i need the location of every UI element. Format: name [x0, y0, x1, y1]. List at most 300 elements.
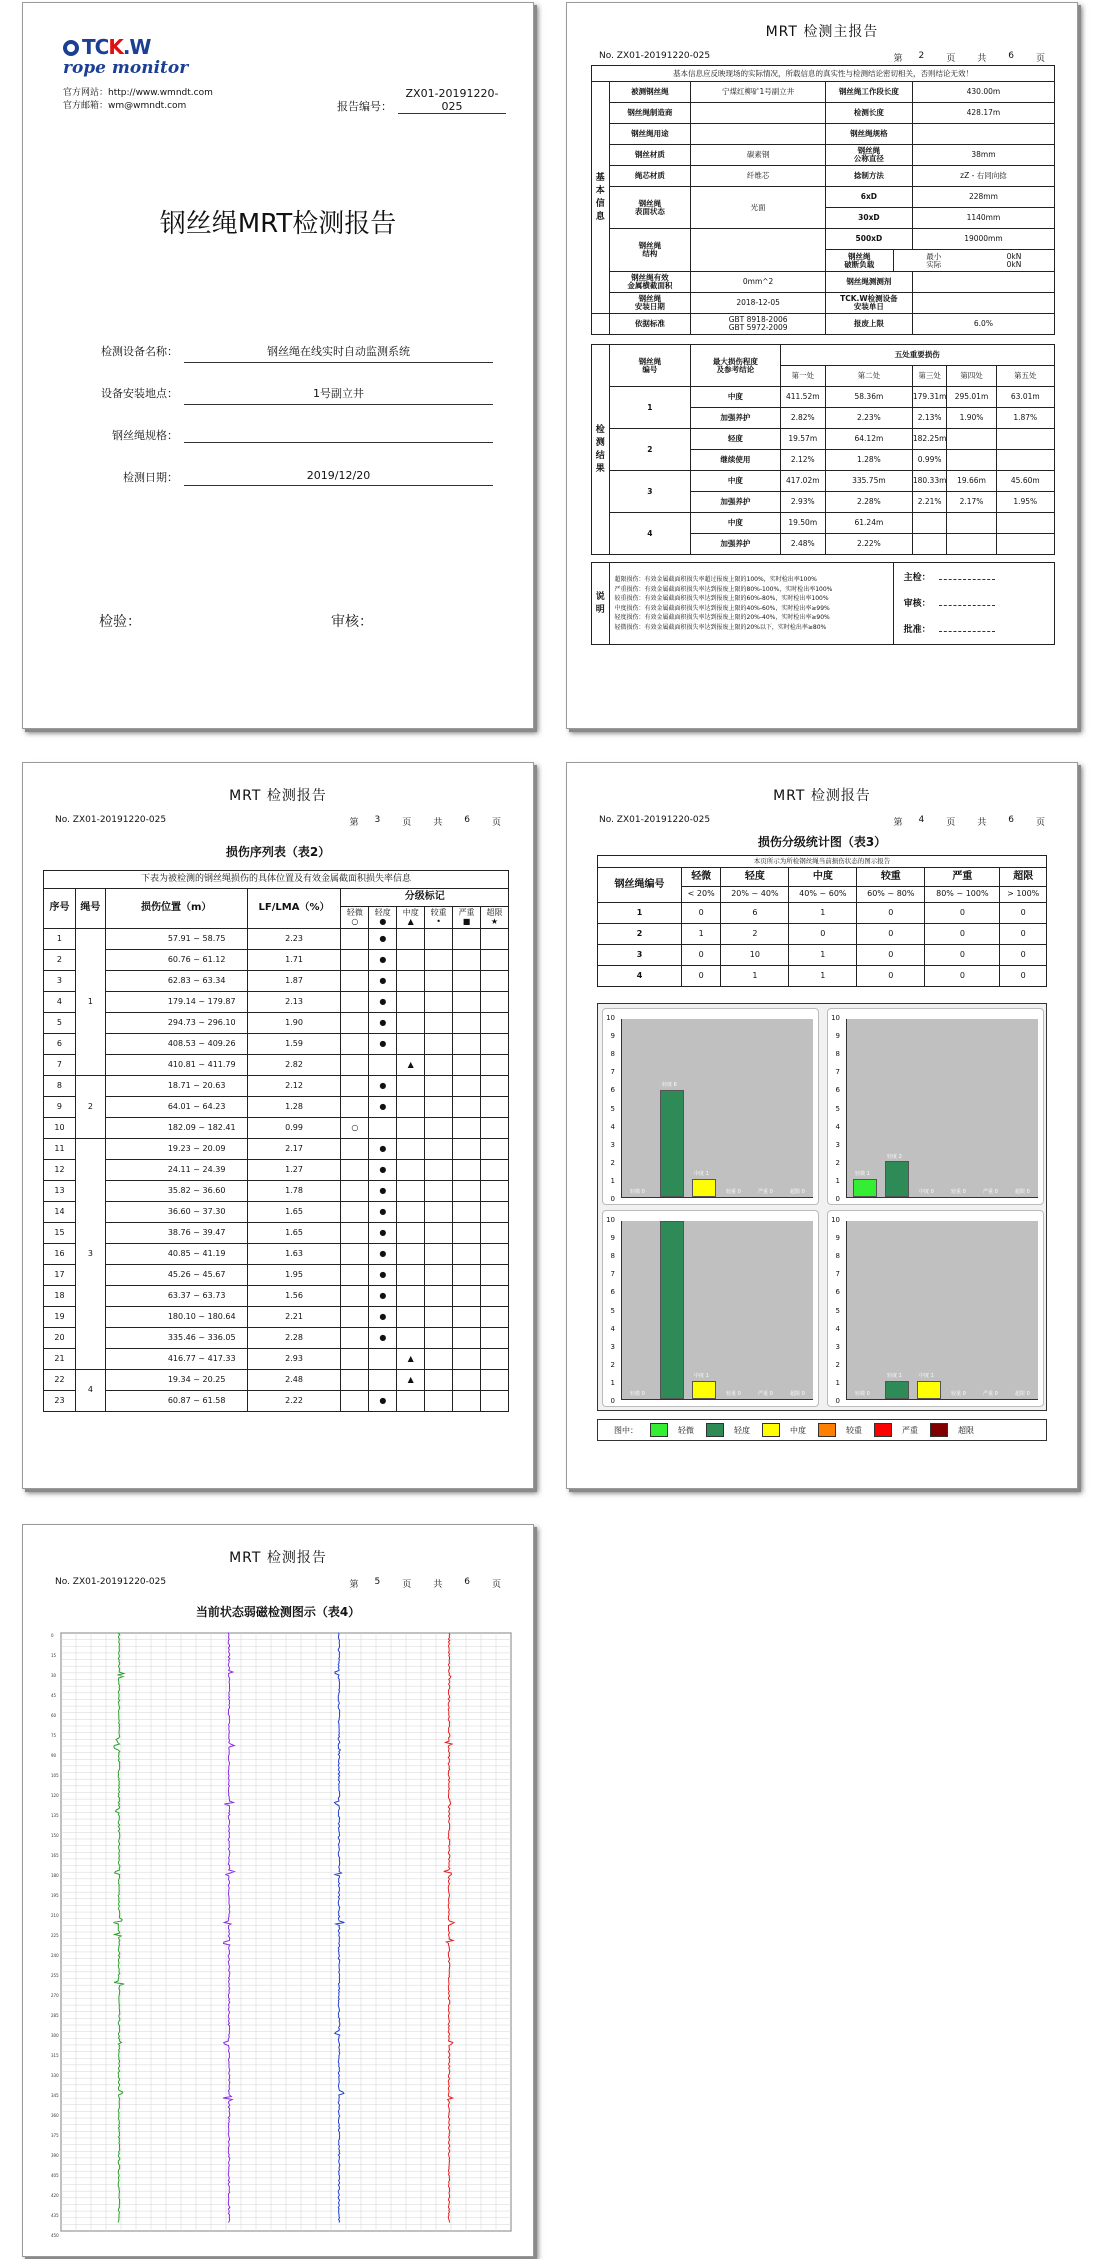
damage-position [947, 429, 996, 450]
row-grade-mark: ● [369, 971, 397, 992]
row-grade-empty [341, 1202, 369, 1223]
col-header-grade: 分级标记 [341, 889, 509, 907]
row-grade-empty [481, 1307, 509, 1328]
breaking-load-cell [893, 250, 1054, 272]
info-label: 最小 [926, 251, 942, 261]
y-tick-label: 7 [835, 1068, 840, 1077]
table-row [598, 945, 1047, 966]
row-grade-empty [453, 1139, 481, 1160]
y-tick-label: 7 [610, 1270, 615, 1279]
info-label: 被测钢丝绳 [609, 82, 691, 103]
info-value: 228mm [912, 187, 1054, 208]
legend-item: 轻度 [734, 1425, 750, 1435]
row-grade-empty [341, 929, 369, 950]
row-grade-empty [397, 1181, 425, 1202]
col-header-damage: 最大损伤程度 及参考结论 [691, 345, 780, 387]
grade-header [397, 907, 425, 929]
bar-label: 较重 0 [726, 1391, 741, 1398]
col-header-place: 第四处 [947, 366, 996, 387]
y-tick-label: 1 [835, 1176, 840, 1185]
row-grade-empty [453, 1223, 481, 1244]
table-row [44, 1349, 509, 1370]
damage-percent: 1.28% [825, 450, 912, 471]
info-value [912, 124, 1054, 145]
cover-field [63, 427, 493, 443]
plot-area [846, 1019, 1038, 1198]
total-prefix: 共 [433, 818, 443, 828]
legend-swatch [930, 1423, 948, 1437]
count-cell: 0 [925, 903, 1000, 924]
row-grade-empty [341, 1055, 369, 1076]
info-value: 宁煤红柳矿1号副立井 [691, 82, 826, 103]
count-cell: 0 [1000, 945, 1047, 966]
table-caption: 下表为被检测的钢丝绳损伤的具体位置及有效金属截面积损失率信息 [44, 871, 509, 889]
table-row [44, 1034, 509, 1055]
row-grade-empty [341, 1286, 369, 1307]
row-grade-mark: ● [369, 1307, 397, 1328]
logo-brand-c: .W [122, 35, 151, 59]
page-title: MRT 检测主报告 [765, 24, 879, 40]
row-lf: 1.78 [247, 1181, 341, 1202]
y-tick-label: 9 [835, 1234, 840, 1243]
damage-position: 179.31m [912, 387, 947, 408]
bar-label: 轻微 0 [630, 1391, 645, 1398]
y-tick-label: 75 [51, 1733, 57, 1738]
damage-action: 加强养护 [691, 408, 780, 429]
row-grade-empty [341, 1223, 369, 1244]
doc-number: No. ZX01-20191220-025 [55, 815, 167, 825]
col-header-rope: 钢丝绳编号 [598, 868, 682, 903]
legend-item: 严重 [902, 1425, 918, 1435]
row-grade-empty [425, 1223, 453, 1244]
y-tick-label: 6 [610, 1288, 615, 1297]
page-prefix: 第 [893, 818, 903, 828]
y-tick-label: 45 [51, 1693, 57, 1698]
info-value: 纤维芯 [691, 166, 826, 187]
row-grade-empty [453, 1181, 481, 1202]
row-lf: 1.95 [247, 1265, 341, 1286]
y-tick-label: 90 [51, 1753, 57, 1758]
count-cell: 1 [789, 903, 857, 924]
y-tick-label: 9 [610, 1032, 615, 1041]
y-tick-label: 1 [835, 1378, 840, 1387]
legend-swatch [874, 1423, 892, 1437]
info-label: 钢丝绳 破断负载 [825, 250, 893, 272]
rope-number: 2 [598, 924, 682, 945]
damage-percent [947, 534, 996, 555]
page-title: MRT 检测报告 [773, 788, 871, 804]
y-tick-label: 3 [835, 1140, 840, 1149]
count-cell: 1 [789, 945, 857, 966]
page-title: MRT 检测报告 [229, 788, 327, 804]
col-header-rope: 绳号 [75, 889, 105, 929]
y-tick-label: 0 [835, 1195, 840, 1203]
y-tick-label: 435 [51, 2213, 59, 2218]
legend-item: 较重 [846, 1425, 862, 1435]
table-row [44, 1202, 509, 1223]
website-text: 官方网站：http://www.wmndt.com [63, 88, 213, 98]
count-cell: 0 [682, 966, 721, 987]
count-cell: 1 [789, 966, 857, 987]
row-grade-empty [481, 1265, 509, 1286]
info-label: 钢丝绳用途 [609, 124, 691, 145]
damage-action: 继续使用 [691, 450, 780, 471]
damage-level: 中度 [691, 471, 780, 492]
bar-label: 超限 0 [1015, 1189, 1030, 1196]
note-line: 较重损伤：有效金属截面积损失率达到报废上限的60%-80%，实时检出率100% [614, 595, 829, 602]
y-tick-label: 15 [51, 1653, 57, 1658]
count-cell: 1 [682, 924, 721, 945]
bar [692, 1381, 716, 1399]
total-pages: 6 [1008, 51, 1014, 61]
count-cell: 0 [1000, 903, 1047, 924]
page-number: 3 [374, 815, 381, 825]
row-grade-mark: ● [369, 950, 397, 971]
rope-number: 1 [609, 387, 691, 429]
row-seq: 3 [44, 971, 76, 992]
grade-header [425, 907, 453, 929]
table-row [44, 1118, 509, 1139]
row-position: 36.60 ~ 37.30 [105, 1202, 247, 1223]
y-tick-label: 120 [51, 1793, 59, 1798]
y-tick-label: 8 [610, 1252, 615, 1261]
row-grade-empty [481, 1202, 509, 1223]
sign-line [904, 591, 1054, 617]
row-seq: 13 [44, 1181, 76, 1202]
row-grade-empty [453, 1307, 481, 1328]
y-tick-label: 4 [610, 1122, 615, 1131]
table-row [44, 1139, 509, 1160]
damage-percent [996, 534, 1054, 555]
statistics-page [566, 762, 1078, 1489]
sign-label: 主检： [903, 572, 931, 583]
damage-percent: 2.93% [780, 492, 825, 513]
y-tick-label: 360 [51, 2113, 59, 2118]
damage-percent: 2.48% [780, 534, 825, 555]
row-grade-empty [341, 1097, 369, 1118]
sign-label: 审核： [903, 598, 931, 609]
row-grade-empty [453, 1265, 481, 1286]
row-grade-empty [453, 971, 481, 992]
grade-name: 轻微 [346, 908, 363, 918]
row-grade-empty [341, 1181, 369, 1202]
row-grade-empty [481, 929, 509, 950]
page-number: 2 [918, 51, 925, 61]
count-cell: 0 [1000, 966, 1047, 987]
row-grade-empty [397, 1034, 425, 1055]
row-grade-empty [425, 1034, 453, 1055]
cover-field [63, 469, 493, 486]
grade-name: 中度 [402, 908, 419, 918]
row-position: 40.85 ~ 41.19 [105, 1244, 247, 1265]
row-grade-mark: ● [369, 1202, 397, 1223]
row-grade-mark: ● [369, 1328, 397, 1349]
total-prefix: 共 [977, 54, 987, 64]
sign-line [904, 565, 1054, 591]
bar [917, 1381, 941, 1399]
row-grade-empty [397, 1202, 425, 1223]
info-value: 19000mm [912, 229, 1054, 250]
y-tick-label: 255 [51, 1973, 59, 1978]
row-grade-empty [397, 950, 425, 971]
row-grade-mark: ● [369, 1223, 397, 1244]
row-position: 24.11 ~ 24.39 [105, 1160, 247, 1181]
count-cell: 0 [1000, 924, 1047, 945]
row-grade-empty [425, 1013, 453, 1034]
row-lf: 1.56 [247, 1286, 341, 1307]
bar [853, 1179, 877, 1197]
row-grade-empty [341, 992, 369, 1013]
row-position: 410.81 ~ 411.79 [105, 1055, 247, 1076]
bar-label: 超限 0 [1015, 1391, 1030, 1398]
info-label: 钢丝材质 [609, 145, 691, 166]
row-grade-empty [481, 1139, 509, 1160]
info-label: 钢丝绳工作段长度 [825, 82, 912, 103]
row-grade-empty [481, 1055, 509, 1076]
field-value: 1号副立井 [184, 385, 493, 405]
row-grade-empty [341, 1349, 369, 1370]
info-label: 钢丝绳 表面状态 [609, 187, 691, 229]
table-row [598, 903, 1047, 924]
legend-item: 超限 [958, 1425, 974, 1435]
row-grade-empty [341, 1244, 369, 1265]
doc-number: No. ZX01-20191220-025 [55, 1577, 167, 1587]
report-number [337, 87, 506, 114]
y-tick-label: 225 [51, 1933, 59, 1938]
row-grade-empty [397, 1013, 425, 1034]
plot-subtitle: 当前状态弱磁检测图示（表4） [195, 1605, 361, 1619]
row-grade-empty [453, 1097, 481, 1118]
row-lf: 1.27 [247, 1160, 341, 1181]
legend-swatch [762, 1423, 780, 1437]
row-seq: 6 [44, 1034, 76, 1055]
rope-chart [827, 1210, 1044, 1407]
row-rope: 3 [75, 1139, 105, 1370]
info-value: 38mm [912, 145, 1054, 166]
range-header: 20% ~ 40% [721, 887, 789, 903]
total-pages: 6 [1008, 815, 1014, 825]
row-seq: 5 [44, 1013, 76, 1034]
page-suffix: 页 [402, 1580, 412, 1590]
field-label: 设备安装地点： [101, 387, 178, 400]
damage-percent: 2.23% [825, 408, 912, 429]
row-grade-empty [369, 1370, 397, 1391]
review-label: 审核： [331, 614, 373, 630]
standard-2: GBT 5972-2009 [728, 323, 788, 332]
y-tick-label: 2 [835, 1360, 840, 1369]
logo-brand-a: TC [82, 35, 109, 59]
bar-label: 轻微 1 [855, 1171, 870, 1178]
info-label: 实际 [926, 259, 942, 269]
row-lf: 2.12 [247, 1076, 341, 1097]
info-value: 0kN [1006, 251, 1022, 261]
bar-label: 严重 0 [758, 1391, 773, 1398]
bar-label: 严重 0 [983, 1189, 998, 1196]
damage-level: 中度 [691, 513, 780, 534]
row-grade-empty [481, 1097, 509, 1118]
row-grade-empty [481, 1181, 509, 1202]
row-grade-empty [425, 950, 453, 971]
row-lf: 1.59 [247, 1034, 341, 1055]
y-tick-label: 30 [51, 1673, 57, 1678]
plot-area [621, 1213, 813, 1400]
bar-label: 超限 0 [790, 1391, 805, 1398]
info-label: 检测长度 [825, 103, 912, 124]
y-tick-label: 7 [610, 1068, 615, 1077]
row-lf: 2.21 [247, 1307, 341, 1328]
info-label: 钢丝绳 安装日期 [609, 293, 691, 314]
row-grade-empty [481, 971, 509, 992]
row-grade-empty [397, 1076, 425, 1097]
damage-position: 61.24m [825, 513, 912, 534]
info-value: 6.0% [912, 314, 1054, 335]
damage-position: 295.01m [947, 387, 996, 408]
legend-item: 中度 [790, 1425, 806, 1435]
field-value: 钢丝绳在线实时自动监测系统 [184, 343, 493, 363]
info-value: 0mm^2 [691, 272, 826, 293]
row-seq: 12 [44, 1160, 76, 1181]
standard-value [691, 314, 826, 335]
row-grade-empty [453, 950, 481, 971]
result-row [592, 387, 1055, 408]
row-grade-mark: ▲ [397, 1055, 425, 1076]
damage-percent: 2.12% [780, 450, 825, 471]
row-lf: 2.13 [247, 992, 341, 1013]
row-position: 38.76 ~ 39.47 [105, 1223, 247, 1244]
level-header: 轻度 [721, 868, 789, 887]
table-row [44, 1307, 509, 1328]
table-row [598, 924, 1047, 945]
damage-position: 417.02m [780, 471, 825, 492]
row-grade-empty [397, 1118, 425, 1139]
sign-underline [939, 605, 995, 606]
row-grade-empty [425, 1349, 453, 1370]
result-side: 检测结果 [592, 345, 610, 555]
row-grade-mark: ▲ [397, 1349, 425, 1370]
table-subtitle: 损伤序列表（表2） [225, 845, 331, 859]
main-report-table [591, 65, 1055, 645]
damage-position [996, 513, 1054, 534]
col-header-top5: 五处重要损伤 [780, 345, 1054, 366]
row-grade-mark: ● [369, 1286, 397, 1307]
field-value [184, 427, 493, 443]
note-line: 中度损伤：有效金属截面积损失率达到报废上限的40%-60%，实时检出率≥99% [614, 604, 830, 612]
table-row [44, 992, 509, 1013]
contact-info [63, 87, 213, 113]
damage-percent: 1.95% [996, 492, 1054, 513]
row-lf: 0.99 [247, 1118, 341, 1139]
rope-number: 4 [598, 966, 682, 987]
y-tick-label: 3 [835, 1342, 840, 1351]
logo-tagline: rope monitor [63, 58, 189, 78]
row-position: 416.77 ~ 417.33 [105, 1349, 247, 1370]
page-suffix: 页 [946, 54, 956, 64]
y-tick-label: 6 [835, 1288, 840, 1297]
row-grade-empty [425, 1076, 453, 1097]
table-row [44, 1265, 509, 1286]
total-prefix: 共 [433, 1580, 443, 1590]
page-suffix: 页 [402, 818, 412, 828]
note-side: 说明 [592, 563, 610, 645]
row-grade-empty [425, 1307, 453, 1328]
report-title: 钢丝绳MRT检测报告 [159, 209, 397, 239]
info-label: 钢丝绳测测剂 [825, 272, 912, 293]
info-label: 钢丝绳制造商 [609, 103, 691, 124]
y-tick-label: 270 [51, 1993, 59, 1998]
info-label: 钢丝绳规格 [825, 124, 912, 145]
y-tick-label: 4 [610, 1324, 615, 1333]
field-value: 2019/12/20 [184, 469, 493, 486]
row-position: 19.23 ~ 20.09 [105, 1139, 247, 1160]
info-value: 0kN [1006, 259, 1022, 269]
info-label: 钢丝绳 公称直径 [825, 145, 912, 166]
rope-number: 1 [598, 903, 682, 924]
col-header-lf: LF/LMA（%） [247, 889, 341, 929]
bar-label: 较重 0 [951, 1391, 966, 1398]
row-grade-mark: ● [369, 992, 397, 1013]
count-cell: 6 [721, 903, 789, 924]
row-grade-empty [425, 1328, 453, 1349]
result-row [592, 429, 1055, 450]
damage-position: 64.12m [825, 429, 912, 450]
row-grade-empty [453, 1391, 481, 1412]
legend-item: 轻微 [678, 1425, 694, 1435]
result-row [592, 471, 1055, 492]
row-grade-mark: ● [369, 1265, 397, 1286]
bar-label: 较重 0 [951, 1189, 966, 1196]
rope-number: 3 [609, 471, 691, 513]
row-seq: 21 [44, 1349, 76, 1370]
y-tick-label: 195 [51, 1893, 59, 1898]
grade-name: 严重 [458, 908, 475, 918]
bar-label: 中度 0 [919, 1189, 934, 1196]
damage-percent: 2.13% [912, 408, 947, 429]
report-number-label: 报告编号： [337, 100, 392, 113]
row-seq: 8 [44, 1076, 76, 1097]
y-tick-label: 180 [51, 1873, 59, 1878]
rope-chart [602, 1008, 819, 1205]
row-position: 294.73 ~ 296.10 [105, 1013, 247, 1034]
row-seq: 7 [44, 1055, 76, 1076]
bar-label: 中度 1 [694, 1373, 709, 1380]
y-tick-label: 8 [835, 1050, 840, 1059]
col-header-position: 损伤位置（m） [105, 889, 247, 929]
grade-header [481, 907, 509, 929]
info-label: 绳芯材质 [609, 166, 691, 187]
row-grade-mark: ● [369, 1139, 397, 1160]
grade-name: 轻度 [374, 908, 391, 918]
result-row [592, 513, 1055, 534]
y-tick-label: 10 [606, 1014, 615, 1022]
row-grade-empty [453, 1202, 481, 1223]
grade-symbol: ▲ [407, 916, 414, 926]
row-lf: 1.65 [247, 1223, 341, 1244]
row-grade-empty [341, 1370, 369, 1391]
row-grade-empty [481, 1034, 509, 1055]
bar-label: 严重 0 [758, 1189, 773, 1196]
row-lf: 1.90 [247, 1013, 341, 1034]
row-seq: 2 [44, 950, 76, 971]
y-tick-label: 5 [835, 1306, 840, 1315]
grade-symbol: ★ [490, 916, 499, 926]
magnetic-signal-plot [49, 1623, 519, 2238]
row-grade-empty [341, 1307, 369, 1328]
row-grade-empty [397, 1307, 425, 1328]
table-row [44, 971, 509, 992]
damage-bar-charts [597, 1003, 1047, 1411]
damage-position: 58.36m [825, 387, 912, 408]
table-caption: 本页所示为所检钢丝绳当前损伤状态的图示报告 [598, 856, 1047, 868]
